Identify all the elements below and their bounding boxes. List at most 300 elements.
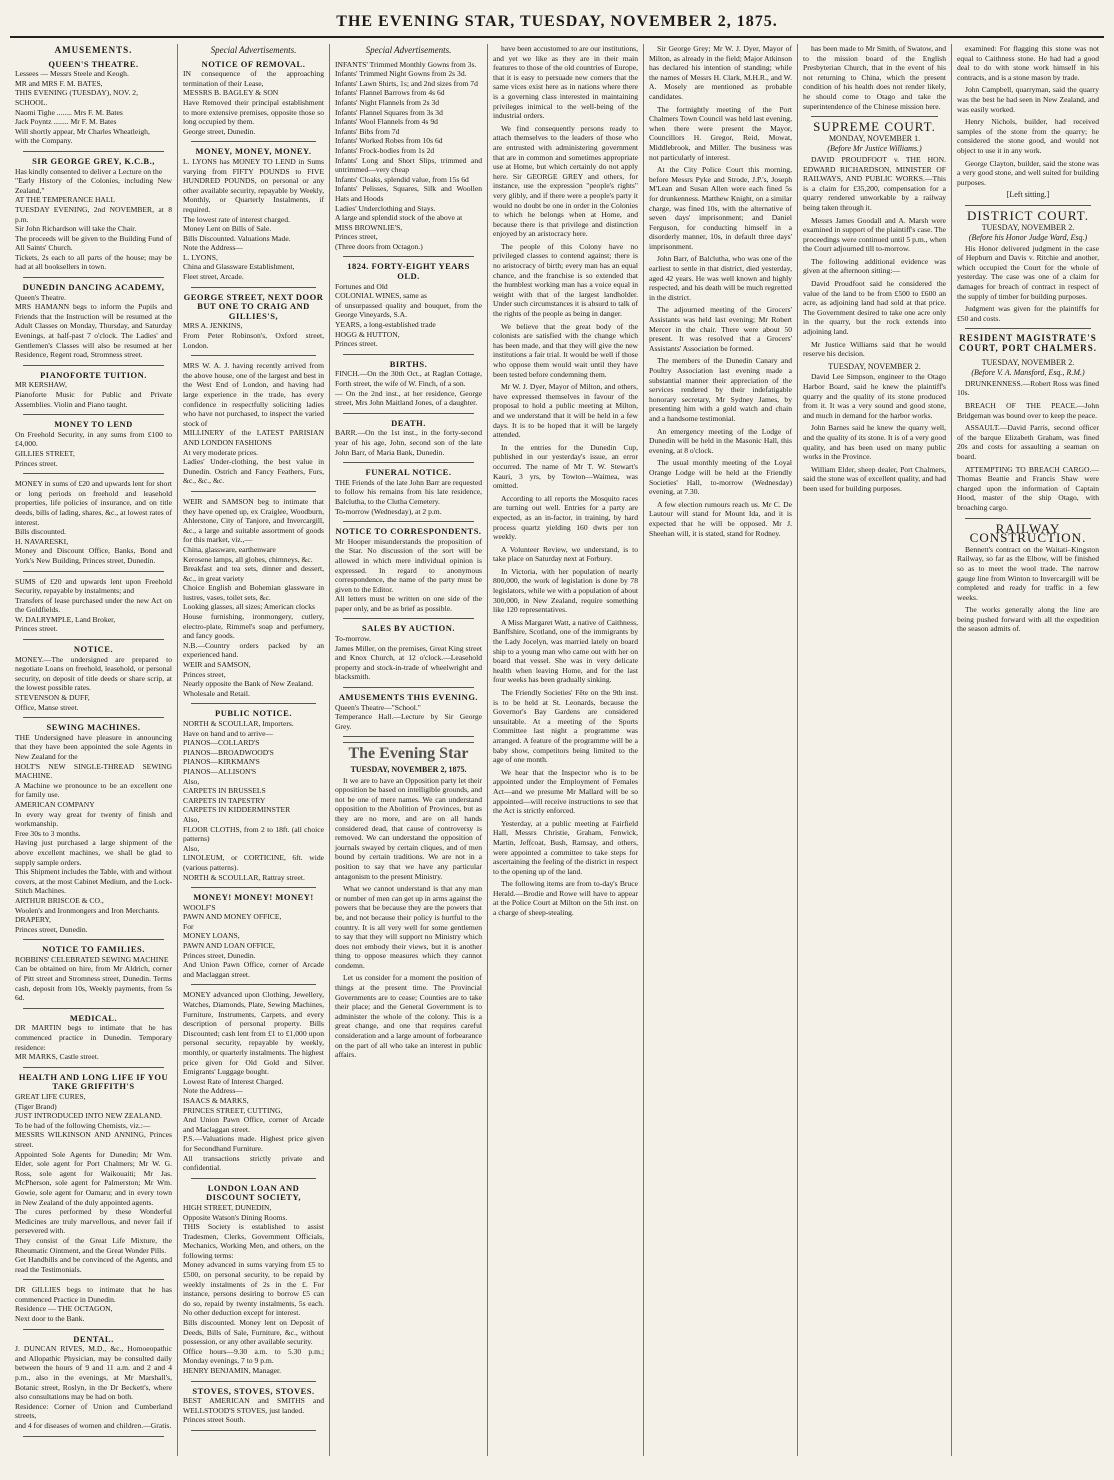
ad-line: Infants' Pelisses, Squares, Silk and Woollen Hats and Hoods bbox=[335, 184, 482, 203]
paragraph: George Clayton, builder, said the stone was a very good stone, and well suited for building purposes. bbox=[957, 158, 1099, 187]
court-date: MONDAY, NOVEMBER 1. bbox=[828, 133, 921, 143]
divider bbox=[191, 984, 316, 985]
advertisement bbox=[15, 283, 172, 360]
district-court-title: DISTRICT COURT. bbox=[966, 207, 1090, 223]
advertisement bbox=[15, 945, 172, 1003]
ad-title: 1824. FORTY-EIGHT YEARS OLD. bbox=[347, 261, 470, 282]
divider bbox=[191, 703, 316, 704]
ad-line: Also, bbox=[183, 843, 200, 853]
ad-line: Choice English and Bohemian glassware in lustres, vases, toilet sets, &c. bbox=[183, 583, 324, 602]
ad-line: Ladies' Underclothing and Stays. bbox=[335, 203, 436, 213]
ad-line: Have on hand and to arrive— bbox=[183, 728, 274, 738]
ad-line: Has kindly consented to deliver a Lecture on the bbox=[15, 166, 163, 176]
ad-list bbox=[183, 60, 324, 1431]
divider bbox=[23, 151, 164, 152]
ad-title: NOTICE OF REMOVAL. bbox=[201, 58, 306, 69]
ad-line: PIANOS—KIRKMAN'S bbox=[183, 757, 260, 767]
ad-title: PIANOFORTE TUITION. bbox=[40, 369, 147, 380]
ad-line: THE Undersigned have pleasure in announcing that they have been appointed the sole Agents in New Zealand for the bbox=[15, 732, 172, 761]
ad-line: Infants' Worked Robes from 10s 6d bbox=[335, 136, 443, 146]
ad-line: Infants' Wool Flannels from 4s 9d bbox=[335, 117, 438, 127]
ad-line: Infants' Lawn Shirts, 1s; and 2nd sizes from 7d bbox=[335, 78, 478, 88]
ad-line: Kerosene lamps, all globes, chimneys, &c. bbox=[183, 554, 313, 564]
advertisement bbox=[183, 361, 324, 486]
ad-line: W. DALRYMPLE, Land Broker, bbox=[15, 614, 116, 624]
divider bbox=[23, 1008, 164, 1009]
ad-line: (Three doors from Octagon.) bbox=[335, 241, 423, 251]
column-amusements bbox=[10, 44, 178, 1456]
ad-line: LINOLEUM, or CORTICINE, 6ft. wide (various patterns). bbox=[183, 853, 324, 872]
advertisement bbox=[183, 60, 324, 137]
divider bbox=[343, 687, 474, 688]
divider bbox=[343, 354, 474, 355]
ad-line: Money Lent on Bills of Sale. bbox=[183, 224, 272, 234]
column-supreme-court bbox=[798, 44, 952, 1456]
court-report bbox=[957, 244, 1099, 324]
ad-line: Princes street. bbox=[335, 339, 378, 349]
paragraph: The following additional evidence was given at the afternoon sitting:— bbox=[803, 256, 946, 276]
advertisement bbox=[183, 990, 324, 1172]
ad-line: L. LYONS, bbox=[183, 252, 218, 262]
ad-line: ROBBINS' CELEBRATED SEWING MACHINE bbox=[15, 954, 169, 964]
ad-line: MONEY in sums of £20 and upwards lent for short or long periods on freehold and leasehold properties, life policies of insurance, and on title deeds, bills of lading, shares, &c., at lowest rates of interest. bbox=[15, 479, 172, 527]
advertisement bbox=[15, 723, 172, 934]
divider bbox=[965, 205, 1091, 206]
divider bbox=[191, 1381, 316, 1382]
ad-line: Princes street. bbox=[15, 624, 58, 634]
paragraph: David Lee Simpson, engineer to the Otago Harbor Board, said he knew the plaintiff's quarry and the quality of its stone produced from it. It was a very sound and good stone, and much in demand for the harbor works. bbox=[803, 372, 946, 420]
divider bbox=[191, 141, 316, 142]
ad-line: The lowest rate of interest charged. bbox=[183, 214, 290, 224]
advertisement bbox=[335, 360, 482, 408]
news-items bbox=[649, 44, 792, 538]
ad-line: WEIR and SAMSON beg to intimate that they have opened up, ex Craiglee, Woodburn, Ahlerstone, City of Tanjore, and Invercargill, &c., a large and suitable assortment of goods for this market, viz.,— bbox=[183, 496, 324, 545]
paragraph: John Barr, of Balclutha, who was one of the earliest to settle in that district, died yesterday, aged 42 years. He was well known and highly respected, and his death will be much regretted in the district. bbox=[649, 254, 792, 302]
paragraph: A Miss Margaret Watt, a native of Caithness, Banffshire, Scotland, one of the immigrants by the Lady Jocelyn, was married lately on board ship to a young man who came out with her on board that vessel. She was in very delicate health when leaving Home, and for the last four weeks has been gradually sinking. bbox=[493, 617, 638, 685]
district-court-judge: (Before his Honor Judge Ward, Esq.) bbox=[968, 233, 1088, 243]
paragraph: Mr Justice Williams said that he would reserve his decision. bbox=[803, 339, 946, 359]
paragraph: Bennett's contract on the Waitati–Kingston Railway, so far as the Elbow, will be finished so as to meet the wool trade. The narrow gauge line from Winton to Invercargill will be completed and ready for traffic in a few weeks. bbox=[957, 544, 1099, 602]
paragraph: It we are to have an Opposition party let their opposition be based on intelligible grounds, and not be one of mere names. We can understand opposition to the Abolition of Provinces, but as they are no more, and are on all hands considered dead, that cause of controversy is removed. We can understand the opposition of journals swayed by certain cliques, and of men bound by certain traditions. We are not in a position to say that we have any particular antagonism to the present Ministry. bbox=[335, 775, 482, 881]
divider bbox=[343, 742, 474, 743]
ad-line: "Early History of the Colonies, including New Zealand," bbox=[15, 176, 172, 195]
ad-line: MONEY advanced upon Clothing, Jewellery, Watches, Diamonds, Plate, Sewing Machines, Furniture, Instruments, Carpets, and every description of personal property. Bills Discounted; cash lent from £1 to £1,000 upon personal security, repayable by weekly, monthly, or quarterly instalments. The highest price given for Old Gold and Silver. Emigrants' Luggage bought. bbox=[183, 990, 324, 1077]
paragraph: ATTEMPTING TO BREACH CARGO.—Thomas Beattie and Francis Shaw were charged upon the information of Captain Hood, master of the ship Otago, with broaching cargo. bbox=[957, 464, 1099, 512]
paragraph: Sir George Grey; Mr W. J. Dyer, Mayor of Milton, as already in the field; Major Atkinson has declared his intention of standing; while the names of Messrs H. Clark, M.H.R., and W. A. Mosely are mentioned as probable candidates. bbox=[649, 44, 792, 101]
advertisement bbox=[15, 645, 172, 712]
ad-line: China, glassware, earthenware bbox=[183, 544, 276, 554]
ad-line: Naomi Tighe ........ Mrs F. M. Bates bbox=[15, 107, 123, 117]
ad-title: GEORGE STREET, NEXT DOOR BUT ONE TO CRAIG AND GILLIES'S, bbox=[183, 291, 324, 321]
advertisement bbox=[335, 468, 482, 516]
divider bbox=[23, 1279, 164, 1280]
paragraph: A Volunteer Review, we understand, is to take place on Saturday next at Forbury. bbox=[493, 544, 638, 564]
ad-line: HOGG & HUTTON, bbox=[335, 329, 400, 339]
paragraph: His Honor delivered judgment in the case of Hepburn and Davis v. Ritchie and another, which occupied the Court for the whole of yesterday. The case was one of a claim for damages for breach of contract in respect of the supply of timber for building purposes. bbox=[957, 243, 1099, 301]
ad-line: Free 30s to 3 months. bbox=[15, 828, 81, 838]
news-items bbox=[493, 44, 638, 918]
paragraph: have been accustomed to are our institutions, and yet we like as they are in their main features to those of the old countries of Europe, that it is easy to persuade new comers that the same vices exist here as in nations where there is a governing class interested in maintaining privileges inimical to the well-being of the industrial orders. bbox=[493, 44, 638, 121]
rm-court-title: RESIDENT MAGISTRATE'S COURT, PORT CHALMERS. bbox=[958, 333, 1098, 354]
ad-line: NORTH & SCOULLAR, Importers. bbox=[183, 719, 294, 728]
ad-title: PUBLIC NOTICE. bbox=[215, 708, 292, 719]
advertisement bbox=[183, 497, 324, 698]
column-news-1 bbox=[488, 44, 644, 1456]
railway-title: RAILWAY CONSTRUCTION. bbox=[969, 520, 1087, 546]
ad-title: AMUSEMENTS THIS EVENING. bbox=[338, 692, 479, 703]
paragraph: David Proudfoot said he considered the value of the land to be from £500 to £600 an acre, as adjoining land had sold at that price. The Government desired to take one acre only in the quarry, but the rock extends into adjoining land. bbox=[803, 279, 946, 337]
paragraph: Henry Nichols, builder, had received samples of the stone from the quarry; he considered the stone good, and would not object to use it in any work. bbox=[957, 117, 1099, 155]
paragraph: In Victoria, with her population of nearly 800,000, the work of legislation is done by 78 legislators, while we with a population of about 300,000, in New Zealand, require something like 120 representatives. bbox=[493, 566, 638, 615]
ad-line: All letters must be written on one side of the paper only, and be as brief as possible. bbox=[335, 594, 482, 613]
paragraph: In the entries for the Dunedin Cup, published in our yesterday's issue, an error occurred. The name of Mr T. W. Stewart's Kauri, 3 yrs, by Towton—Waimea, was omitted. bbox=[493, 442, 638, 491]
paragraph: Mr W. J. Dyer, Mayor of Milton, and others, have expressed themselves in favour of the proposal to hold a public meeting at Milton, and we understand that it will be held in a few days. It is to be hoped that it will be largely attended. bbox=[493, 382, 638, 440]
divider bbox=[23, 1329, 164, 1330]
ad-line: MRS W. A. J. having recently arrived from the above house, one of the largest and best in the West End of London, and having had large experience in the trade, has every confidence in respectfully soliciting ladies who have not purchased, to inspect the varied stock of bbox=[183, 361, 324, 428]
ad-line: MILLINERY of the LATEST PARISIAN AND LONDON FASHIONS bbox=[183, 428, 324, 447]
ad-line: PIANOS—BROADWOOD'S bbox=[183, 747, 274, 757]
ad-line: Tickets, 2s each to all parts of the house; may be had at all booksellers in town. bbox=[15, 252, 172, 272]
paragraph: William Elder, sheep dealer, Port Chalmers, said the stone was of excellent quality, and had been used for building purposes. bbox=[803, 464, 946, 493]
ad-line: TUESDAY EVENING, 2nd NOVEMBER, at 8 p.m. bbox=[15, 204, 172, 224]
ad-line: House furnishing, ironmongery, cutlery, electro-plate, Rimmel's soap and perfumery, and fancy goods. bbox=[183, 612, 324, 641]
divider bbox=[23, 717, 164, 718]
ad-line: MR MARKS, Castle street. bbox=[15, 1052, 99, 1062]
advertisement bbox=[183, 147, 324, 281]
ad-line: MONEY.—The undersigned are prepared to negotiate Loans on freehold, leasehold, or personal security, on deposit of title deeds or share scrip, at the lowest possible rates. bbox=[15, 654, 172, 693]
divider bbox=[191, 491, 316, 492]
ad-line: — On the 2nd inst., at her residence, George street, Mrs John Maitland Jones, of a daughter. bbox=[335, 388, 482, 408]
ad-line: DR MARTIN begs to intimate that he has commenced practice in Dunedin. Temporary residence: bbox=[15, 1023, 172, 1052]
paragraph: The people of this Colony have no privileged classes to contend against; there is no aristocracy of birth; every man has an equal chance, and the franchise is so extended that the humblest working man has a voice equal in weight with that of the largest landholder. Under such circumstances it is absurd to talk of the rights of the people as being in danger. bbox=[493, 241, 638, 319]
ad-line: China and Glassware Establishment, bbox=[183, 262, 295, 272]
district-court-date: TUESDAY, NOVEMBER 2. bbox=[981, 222, 1075, 232]
divider bbox=[965, 518, 1091, 519]
ad-line: MESSRS WILKINSON AND ANNING, Princes street. bbox=[15, 1130, 172, 1149]
ad-line: On Freehold Security, in any sums from £100 to £4,000. bbox=[15, 429, 172, 449]
paragraph: examined: For flagging this stone was not equal to Caithness stone. He had had a good deal to do with stone work himself in his contracts, and is a stone mason by trade. bbox=[957, 44, 1099, 82]
court-report bbox=[803, 372, 946, 493]
advertisement bbox=[335, 527, 482, 613]
divider bbox=[23, 365, 164, 366]
advertisement bbox=[15, 1335, 172, 1431]
ad-title: MONEY! MONEY! MONEY! bbox=[193, 892, 314, 903]
ad-line: Infants' Long and Short Slips, trimmed and untrimmed—very cheap bbox=[335, 155, 482, 175]
advertisement bbox=[183, 1387, 324, 1425]
ad-line: Mr Hooper misunderstands the proposition of the Star. No discussion of the sort will be allowed in which mere individual opinion is expressed. In regard to anonymous correspondence, the name of the party must be given to the Editor. bbox=[335, 536, 482, 594]
advertisement bbox=[183, 1184, 324, 1376]
ad-line: COLONIAL WINES, same as bbox=[335, 291, 427, 301]
ad-title: MONEY, MONEY, MONEY. bbox=[195, 146, 312, 157]
advertisement bbox=[335, 419, 482, 457]
divider bbox=[23, 571, 164, 572]
ad-line: Also, bbox=[183, 814, 200, 824]
ad-line: Jack Poyntz ........ Mr F. M. Bates bbox=[15, 117, 117, 127]
advertisement bbox=[335, 624, 482, 682]
ad-title: NOTICE TO FAMILIES. bbox=[42, 944, 145, 955]
paragraph: has been made to Mr Smith, of Swatow, and to the mission board of the English Presbyterian Church, that in the event of his not returning to China, which the present condition of his health does not render likely, he should come to Otago and take the superintendence of the Chinese mission here. bbox=[803, 44, 946, 111]
divider bbox=[343, 618, 474, 619]
column-special-ads-1 bbox=[178, 44, 330, 1456]
advertisement bbox=[335, 262, 482, 348]
ad-line: with the Company. bbox=[15, 136, 73, 146]
ad-line: George street, Dunedin. bbox=[183, 126, 256, 136]
ad-line: HOLT'S NEW SINGLE-THREAD SEWING MACHINE. bbox=[15, 761, 172, 781]
ad-line: Money and Discount Office, Banks, Bond and York's New Building, Princes street, Dunedin. bbox=[15, 546, 172, 565]
ad-line: Ladies' Under-clothing, the best value in Dunedin. Ostrich and Fancy Feathers, Furs, &c., &c., &c. bbox=[183, 457, 324, 486]
ad-line: MR KERSHAW, bbox=[15, 380, 67, 390]
paragraph: ASSAULT.—David Parris, second officer of the barque Elizabeth Graham, was fined 20s and costs for assaulting a seaman on board. bbox=[957, 423, 1099, 461]
ad-title: MEDICAL. bbox=[69, 1012, 118, 1023]
ad-line: Having just purchased a large shipment of the above excellent machines, we shall be glad to supply sample orders. bbox=[15, 838, 172, 867]
ad-line: Queen's Theatre. bbox=[15, 292, 66, 302]
paragraph: We find consequently persons ready to attach themselves to the leaders of those who are entrusted with administering government that are in common and sometimes appropriate use at Home, but which certainly do not apply here. Sir GEORGE GREY and others, for instance, use the expression "people's rights" very glibly, and if there were a people's party it would no doubt be one in order in the Colonies to which he belongs when at Home, and because there is that privilege and distinction enjoyed by an aristocracy here. bbox=[493, 123, 638, 239]
paragraph: We believe that the great body of the colonists are satisfied with the change which has been made, and that they will give the new institutions a fair trial. It would be well if those who oppose them would wait until they have been tested before condemning them. bbox=[493, 321, 638, 379]
paragraph: An emergency meeting of the Lodge of Dunedin will be held in the Masonic Hall, this evening, at 8 o'clock. bbox=[649, 426, 792, 455]
paragraph: DRUNKENNESS.—Robert Ross was fined 10s. bbox=[957, 378, 1099, 398]
ad-line: GILLIES STREET, bbox=[15, 448, 75, 458]
ad-line: MR and MRS F. M. BATES, bbox=[15, 78, 103, 88]
divider bbox=[191, 287, 316, 288]
ad-line: MESSRS B. BAGLEY & SON bbox=[183, 88, 279, 98]
paragraph: John Barnes said he knew the quarry well, and the quality of its stone. It is of a very good quality, and has been used on many public works in the Province. bbox=[803, 423, 946, 462]
ad-title: DEATH. bbox=[391, 417, 426, 428]
advertisement bbox=[15, 371, 172, 409]
ad-line: Will shortly appear, Mr Charles Wheatleigh, bbox=[15, 126, 150, 136]
ad-line: Looking glasses, all sizes; American clocks bbox=[183, 602, 316, 612]
court-judge: (Before Mr Justice Williams.) bbox=[827, 144, 922, 154]
ad-line: Pianoforte Music for Public and Private Assemblies. Violin and Piano taught. bbox=[15, 390, 172, 409]
ad-line: Lessees — Messrs Steele and Keogh. bbox=[15, 69, 129, 79]
advertisement bbox=[15, 157, 172, 272]
masthead: THE EVENING STAR, TUESDAY, NOVEMBER 2, 1875. bbox=[10, 10, 1104, 38]
ad-line: SUMS of £20 and upwards lent upon Freehold Security, repayable by instalments; and bbox=[15, 576, 172, 596]
ad-line: A Machine we pronounce to be an excellent one for family use. bbox=[15, 780, 172, 800]
ad-title: SALES BY AUCTION. bbox=[362, 623, 455, 634]
ad-title: LONDON LOAN AND DISCOUNT SOCIETY, bbox=[206, 1182, 301, 1203]
ad-line: PAWN AND LOAN OFFICE, bbox=[183, 941, 275, 951]
ad-line: PRINCES STREET, CUTTING, bbox=[183, 1105, 283, 1115]
divider bbox=[23, 473, 164, 474]
ad-line: CARPETS IN TAPESTRY bbox=[183, 795, 266, 805]
ad-line: In every way great for twenty of finish and workmanship. bbox=[15, 809, 172, 829]
advertisement bbox=[15, 420, 172, 468]
ad-title: MONEY TO LEND bbox=[54, 419, 133, 430]
ad-title: STOVES, STOVES, STOVES. bbox=[192, 1385, 315, 1396]
ad-line: P.S.—Valuations made. Highest price given for Secondhand Furniture. bbox=[183, 1134, 324, 1153]
rm-court-date: TUESDAY, NOVEMBER 2. bbox=[981, 357, 1075, 367]
ad-line: Office, Manse street. bbox=[15, 702, 79, 712]
ad-line: Princes street, Dunedin. bbox=[15, 924, 88, 934]
ad-line: BEST AMERICAN and SMITHS and WELLSTOOD'S STOVES, just landed. bbox=[183, 1396, 324, 1415]
divider bbox=[965, 328, 1091, 329]
paragraph: BREACH OF THE PEACE.—John Bridgeman was bound over to keep the peace. bbox=[957, 401, 1099, 420]
ad-title: DENTAL. bbox=[73, 1333, 114, 1344]
divider bbox=[23, 939, 164, 940]
ad-line: Bills Discounted. Valuations Made. bbox=[183, 233, 291, 243]
paragraph: At the City Police Court this morning, before Messrs Pyke and Strode, J.P.'s, Joseph M'Lean and Susan Allen were each fined 5s for drunkenness. Matthew Knight, on a similar charge, was fined 10s, with the alternative of seven days' imprisonment; and Daniel Ferguson, for conducting himself in a disorderly manner, 10s, in default three days' imprisonment. bbox=[649, 165, 792, 251]
ad-line: (Tiger Brand) bbox=[15, 1101, 57, 1111]
leader-article bbox=[335, 776, 482, 1060]
ad-line: PIANOS—ALLISON'S bbox=[183, 766, 257, 776]
paper-title: The Evening Star bbox=[348, 745, 469, 763]
ad-line: Infants' Flannel Barrows from 4s 6d bbox=[335, 88, 445, 98]
ad-line: Infants' Frock-bodies from 1s 2d bbox=[335, 145, 435, 155]
ad-line: Sir John Richardson will take the Chair. bbox=[15, 224, 137, 234]
divider bbox=[23, 1067, 164, 1068]
ad-line: DRAPERY, bbox=[15, 915, 51, 925]
ad-line: Temperance Hall.—Lecture by Sir George Grey. bbox=[335, 712, 482, 731]
ad-line: MONEY LOANS, bbox=[183, 931, 240, 941]
ad-line: Queen's Theatre—"School." bbox=[335, 702, 421, 712]
court-report bbox=[803, 155, 946, 359]
ad-line: And Union Pawn Office, corner of Arcade and Maclaggan street. bbox=[183, 960, 324, 979]
ad-title: FUNERAL NOTICE. bbox=[365, 467, 452, 478]
column-special-ads-2 bbox=[330, 44, 488, 1456]
divider bbox=[23, 1436, 164, 1437]
ad-line: Also, bbox=[183, 776, 200, 786]
ad-line: Infants' Bibs from 7d bbox=[335, 126, 400, 136]
ad-line: Note the Address— bbox=[183, 243, 243, 253]
paragraph: Let us consider for a moment the position of things at the present time. The Provincial Governments are to cease; Counties are to take their place; and the General Government is to administer the whole of the colony. This is a great change, and one that requires careful consideration and a large amount of forbearance on the part of all who take an interest in public affairs. bbox=[335, 973, 482, 1060]
advertisement bbox=[15, 1014, 172, 1062]
court-title: SUPREME COURT. bbox=[813, 119, 936, 135]
paragraph: DAVID PROUDFOOT v. THE HON. EDWARD RICHARDSON, MINISTER OF RAILWAYS, AND PUBLIC WORKS.—This is a claim for £35,200, compensation for a quarry rendered unworkable by a railway being taken through it. bbox=[803, 154, 946, 212]
ad-title: DUNEDIN DANCING ACADEMY, bbox=[22, 282, 165, 293]
ad-line: Bills discounted. Money lent on Deposit of Deeds, Bills of Sale, Furniture, &c., without possession, or any other available security. bbox=[183, 1318, 324, 1347]
ad-line: Note the Address— bbox=[183, 1086, 243, 1096]
court-report bbox=[957, 379, 1099, 513]
ad-line: AMERICAN COMPANY bbox=[15, 799, 95, 809]
ad-line: THIS Society is established to assist Tradesmen, Clerks, Government Officials, Mechanics, Working Men, and others, on the following terms: bbox=[183, 1222, 324, 1260]
ad-line: Bills discounted. bbox=[15, 527, 67, 537]
ad-line: Wholesale and Retail. bbox=[183, 688, 250, 698]
advertisement bbox=[15, 60, 172, 146]
ad-line: Fortunes and Old bbox=[335, 281, 388, 291]
divider bbox=[191, 1430, 316, 1431]
ad-title: NOTICE. bbox=[73, 644, 114, 655]
divider bbox=[191, 887, 316, 888]
paragraph: The adjourned meeting of the Grocers' Assistants was held last evening; Mr Robert Mercer in the chair. There were about 50 present. It was resolved that a Grocers' Assistants' Association be formed. bbox=[649, 305, 792, 353]
paragraph: Messrs James Goodall and A. Marsh were examined in support of the plaintiff's case. The proceedings were continued until 5 p.m., when the Court adjourned till to-morrow. bbox=[803, 215, 946, 254]
ad-line: For bbox=[183, 921, 194, 931]
ad-line: Princes street. bbox=[15, 458, 58, 468]
paragraph: We hear that the Inspector who is to be appointed under the Employment of Females Act—and we presume Mr Mallard will be so appointed—will receive instructions to see that the Act is strictly enforced. bbox=[493, 767, 638, 816]
divider bbox=[191, 355, 316, 356]
ad-line: CARPETS IN KIDDERMINSTER bbox=[183, 805, 291, 815]
ad-line: FLOOR CLOTHS, from 2 to 18ft. (all choice patterns) bbox=[183, 824, 324, 844]
ad-line: To-morrow. bbox=[335, 634, 371, 644]
ad-line: Residence: Corner of Union and Cumberland streets, bbox=[15, 1401, 172, 1421]
ad-line: Money advanced in sums varying from £5 to £500, on personal security, to be repaid by weekly instalments of 2s in the £. For instance, persons desiring to borrow £5 can do so, repaid by twenty instalments, 5s each. No other deduction except for interest. bbox=[183, 1260, 324, 1318]
ad-title: SIR GEORGE GREY, K.C.B., bbox=[32, 155, 155, 166]
ad-line: Get Handbills and be convinced of the Agents, and read the Testimonials. bbox=[15, 1255, 172, 1274]
ad-line: Have Removed their principal establishment to more extensive premises, opposite those so long occupied by them. bbox=[183, 97, 324, 127]
ad-line: Infants' Flannel Squares from 3s 3d bbox=[335, 107, 443, 117]
advertisement bbox=[15, 577, 172, 635]
newspaper-page bbox=[10, 10, 1104, 1460]
ad-line: To be had of the following Chemists, viz.:— bbox=[15, 1120, 151, 1130]
divider bbox=[343, 462, 474, 463]
ad-line: THE Friends of the late John Barr are requested to follow his remains from his late residence, Balclutha, to the Clutha Cemetery. bbox=[335, 477, 482, 506]
ad-line: WOOLF'S bbox=[183, 902, 216, 912]
advertisement bbox=[183, 293, 324, 351]
ad-line: Princes street, bbox=[335, 232, 378, 242]
ad-line: Can be obtained on hire, from Mr Aldrich, corner of Pitt street and Stromness street, Dunedin. Terms cash, deposit from 10s, Weekly payments, from 5s 6d. bbox=[15, 964, 172, 1003]
news-items bbox=[957, 44, 1099, 187]
paragraph: What we cannot understand is that any man or number of men can get up in arms against the powers that be because they are the powers that be, and not because their policy is hurtful to the country. It is all very well for some gentlemen to say that they will support no Ministry which does not embody their views, but it is another thing to oppose measures which they cannot condemn. bbox=[335, 884, 482, 970]
ad-line: This Shipment includes the Table, with and without covers, at the most Cabinet Medium, and the Lock-Stitch Machines. bbox=[15, 867, 172, 896]
paragraph: John Campbell, quarryman, said the quarry was the best he had seen in New Zealand, and was easily worked. bbox=[957, 85, 1099, 114]
ad-line: NORTH & SCOULLAR, Rattray street. bbox=[183, 872, 305, 882]
ad-line: ARTHUR BRISCOE & CO., bbox=[15, 895, 104, 905]
ad-line: MRS A. JENKINS, bbox=[183, 321, 243, 331]
ad-list bbox=[335, 60, 482, 738]
ad-line: FINCH.—On the 30th Oct., at Raglan Cottage, Forth street, the wife of W. Finch, of a son. bbox=[335, 369, 482, 388]
ad-line: H. NAVARESKI, bbox=[15, 536, 69, 546]
ad-line: YEARS, a long-established trade bbox=[335, 320, 436, 330]
ad-line: Appointed Sole Agents for Dunedin; Mr Wm. Elder, sole agent for Port Chalmers; Mr W. G. Ross, sole agent for Waikouaiti; Mr Jas. McPherson, sole agent for Palmerston; Mr Wm. Gowie, sole agent for Oamaru; and in every town in New Zealand of the duly appointed agents. bbox=[15, 1149, 172, 1207]
advertisement bbox=[183, 709, 324, 882]
ad-line: THIS EVENING (TUESDAY), NOV. 2, bbox=[15, 88, 138, 98]
ad-line: CARPETS IN BRUSSELS bbox=[183, 786, 266, 796]
ad-list bbox=[15, 60, 172, 1437]
advertisement bbox=[15, 1285, 172, 1323]
paragraph: The members of the Dunedin Canary and Poultry Association last evening made a substantial manner their appreciation of the services rendered by their indefatigable honorary secretary, Mr Sydney James, by presenting him with a gold watch and chain and a handsome testimonial. bbox=[649, 356, 792, 423]
trailer-note: [Left sitting.] bbox=[1006, 190, 1050, 200]
ad-line: Lowest Rate of Interest Charged. bbox=[183, 1076, 284, 1086]
rm-court-judge: (Before V. A. Mansford, Esq., R.M.) bbox=[971, 368, 1085, 378]
ad-line: Nearly opposite the Bank of New Zealand. bbox=[183, 679, 314, 689]
ad-line: GREAT LIFE CURES, bbox=[15, 1092, 86, 1101]
ad-line: All transactions strictly private and confidential. bbox=[183, 1153, 324, 1173]
section-header: Special Advertisements. bbox=[365, 45, 452, 55]
column-news-2 bbox=[644, 44, 798, 1456]
ad-line: JUST INTRODUCED INTO NEW ZEALAND. bbox=[15, 1111, 163, 1121]
paragraph: The following items are from to-day's Bruce Herald.—Brodie and Rowe will have to appear at the Police Court at Milton on the 5th inst. on a charge of sheep-stealing. bbox=[493, 879, 638, 918]
ad-line: MRS HAMANN begs to inform the Pupils and Friends that the Instruction will be resumed at the Adult Classes on Monday, Thursday, and Saturday Evenings, at half-past 7 o'clock. The Ladies' and Gentlemen's Classes will also be resumed at her Residence, Regent road, Stromness street. bbox=[15, 302, 172, 360]
advertisement bbox=[335, 60, 482, 252]
paragraph: The works generally along the line are being pushed forward with all the expedition the season admits of. bbox=[957, 605, 1099, 634]
ad-line: Infants' Cloaks, splendid value, from 15s 6d bbox=[335, 174, 469, 184]
divider bbox=[343, 521, 474, 522]
ad-line: of unsurpassed quality and bouquet, from the George Vineyards, S.A. bbox=[335, 300, 482, 320]
ad-title: NOTICE TO CORRESPONDENTS. bbox=[335, 526, 482, 537]
divider bbox=[23, 414, 164, 415]
ad-line: Office hours—9.30 a.m. to 5.30 p.m.; Monday evenings, 7 to 9 p.m. bbox=[183, 1346, 324, 1366]
paragraph: A few election rumours reach us. Mr C. De Lautour will stand for Mount Ida, and it is expected that he will be opposed. Mr J. Sheehan will, it is stated, stand for Rodney. bbox=[649, 499, 792, 538]
ad-line: IN consequence of the approaching termination of their Lease, bbox=[183, 69, 324, 88]
ad-line: J. DUNCAN RIVES, M.D., &c., Homoeopathic and Allopathic Physician, may be consulted daily between the hours of 9 and 11 a.m. and 2 and 4 p.m., also in the evenings, at Mr Marshall's, Botanic street, Roslyn, in the Dr Beckett's, where also consultations may be had on both. bbox=[15, 1344, 172, 1402]
divider bbox=[343, 413, 474, 414]
ad-title: BIRTHS. bbox=[389, 358, 428, 369]
ad-line: The cures performed by these Wonderful Medicines are truly marvellous, and never fail if persevered with. bbox=[15, 1207, 172, 1236]
ad-line: PIANOS—COLLARD'S bbox=[183, 738, 260, 748]
divider bbox=[23, 639, 164, 640]
column-courts bbox=[952, 44, 1104, 1456]
ad-line: The proceeds will be given to the Building Fund of All Saints' Church. bbox=[15, 233, 172, 253]
ad-line: At very moderate prices. bbox=[183, 447, 259, 457]
ad-line: MISS BROWNLIE'S, bbox=[335, 222, 403, 232]
ad-line: N.B.—Country orders packed by an experienced hand. bbox=[183, 640, 324, 660]
ad-line: Infants' Night Flannels from 2s 3d bbox=[335, 97, 440, 107]
court-date: TUESDAY, NOVEMBER 2. bbox=[828, 361, 921, 371]
advertisement bbox=[15, 479, 172, 565]
divider bbox=[343, 256, 474, 257]
ad-title: HEALTH AND LONG LIFE IF YOU TAKE GRIFFITH'S bbox=[18, 1071, 169, 1092]
ad-line: ISAACS & MARKS, bbox=[183, 1095, 249, 1105]
ad-line: SCHOOL. bbox=[15, 97, 48, 107]
